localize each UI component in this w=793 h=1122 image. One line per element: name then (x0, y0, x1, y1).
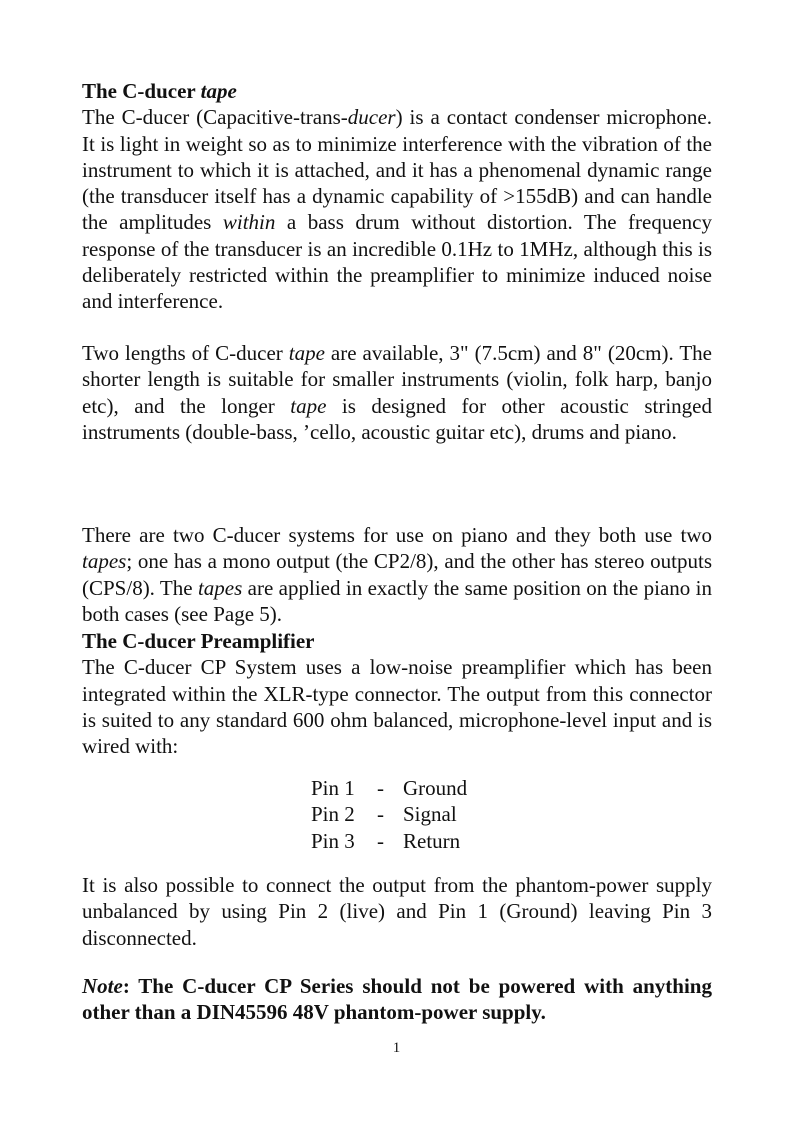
heading-ducer-tape (82, 78, 712, 104)
text-italic: tape (290, 393, 327, 418)
section-preamplifier (82, 628, 712, 759)
text-italic: tape (288, 341, 325, 365)
pin-separator: - (377, 828, 384, 853)
heading-preamplifier: The C-ducer Preamplifier (82, 629, 315, 653)
pin-row (311, 828, 467, 854)
page-number: 1 (392, 1040, 401, 1056)
text: are available, 3" (7.5cm) and 8" (20cm). The shorter length is suitable for smaller instruments (violin, folk harp, banjo etc), and the longer (82, 341, 712, 418)
paragraph-piano-systems (82, 522, 712, 627)
paragraph-intro (82, 104, 712, 314)
pin-number: Pin 1 (311, 776, 355, 800)
pin-function: Ground (403, 776, 468, 800)
paragraph-unbalanced (82, 872, 712, 951)
text-italic: ducer (347, 105, 396, 130)
text: a bass drum without distortion. The frequency response of the transducer is an incredible 0.1Hz to 1MHz, although this is deliberately restricted within the preamplifier to minimize induced noise and interference. (82, 210, 712, 314)
text: Two lengths of C-ducer (82, 341, 289, 365)
paragraph-preamplifier: The C-ducer CP System uses a low-noise preamplifier which has been integrated within the XLR-type connector. The output from this connector is suited to any standard 600 ohm balanced, microphone-level input and is wired with: (82, 655, 712, 759)
pin-number: Pin 3 (311, 828, 355, 853)
text: is designed for other acoustic stringed instruments (double-bass, ’cello, acoustic guitar etc), drums and piano. (82, 393, 713, 444)
text: The C-ducer (Capacitive-trans- (82, 105, 348, 130)
heading-text: The C-ducer (82, 79, 201, 103)
pin-separator: - (377, 776, 384, 800)
pin-separator: - (377, 802, 384, 827)
text-italic: tapes (82, 549, 127, 574)
text: are applied in exactly the same position on the piano in both cases (see Page 5). (82, 575, 712, 626)
pin-row (311, 775, 467, 801)
text: ; one has a mono output (the CP2/8), and the other has stereo outputs (CPS/8). The (82, 549, 712, 600)
text: It is also possible to connect the output from the phantom-power supply unbalanced by using Pin 2 (live) and Pin 1 (Ground) leaving Pin 3 disconnected. (82, 873, 712, 950)
note-label: Note (82, 974, 123, 998)
section-ducer-tape (82, 78, 712, 315)
text-italic: tapes (197, 575, 243, 600)
text: There are two C-ducer systems for use on piano and they both use two (82, 523, 712, 547)
note (82, 973, 712, 1026)
paragraph-lengths (82, 340, 712, 445)
note-text: : The C-ducer CP Series should not be powered with anything other than a DIN45596 48V phantom-power supply. (82, 974, 712, 1025)
text: ) is a contact condenser microphone. It is light in weight so as to minimize interference with the vibration of the instrument to which it is attached, and it has a phenomenal dynamic range (the transducer itself has a dynamic capability of >155dB) and can handle the amplitudes (82, 105, 712, 235)
pin-row (311, 801, 467, 827)
heading-italic: tape (200, 79, 237, 103)
pin-number: Pin 2 (311, 802, 355, 827)
pin-function: Signal (403, 802, 457, 827)
text-italic: within (222, 210, 276, 235)
pin-table (311, 775, 467, 854)
pin-function: Return (403, 828, 461, 853)
